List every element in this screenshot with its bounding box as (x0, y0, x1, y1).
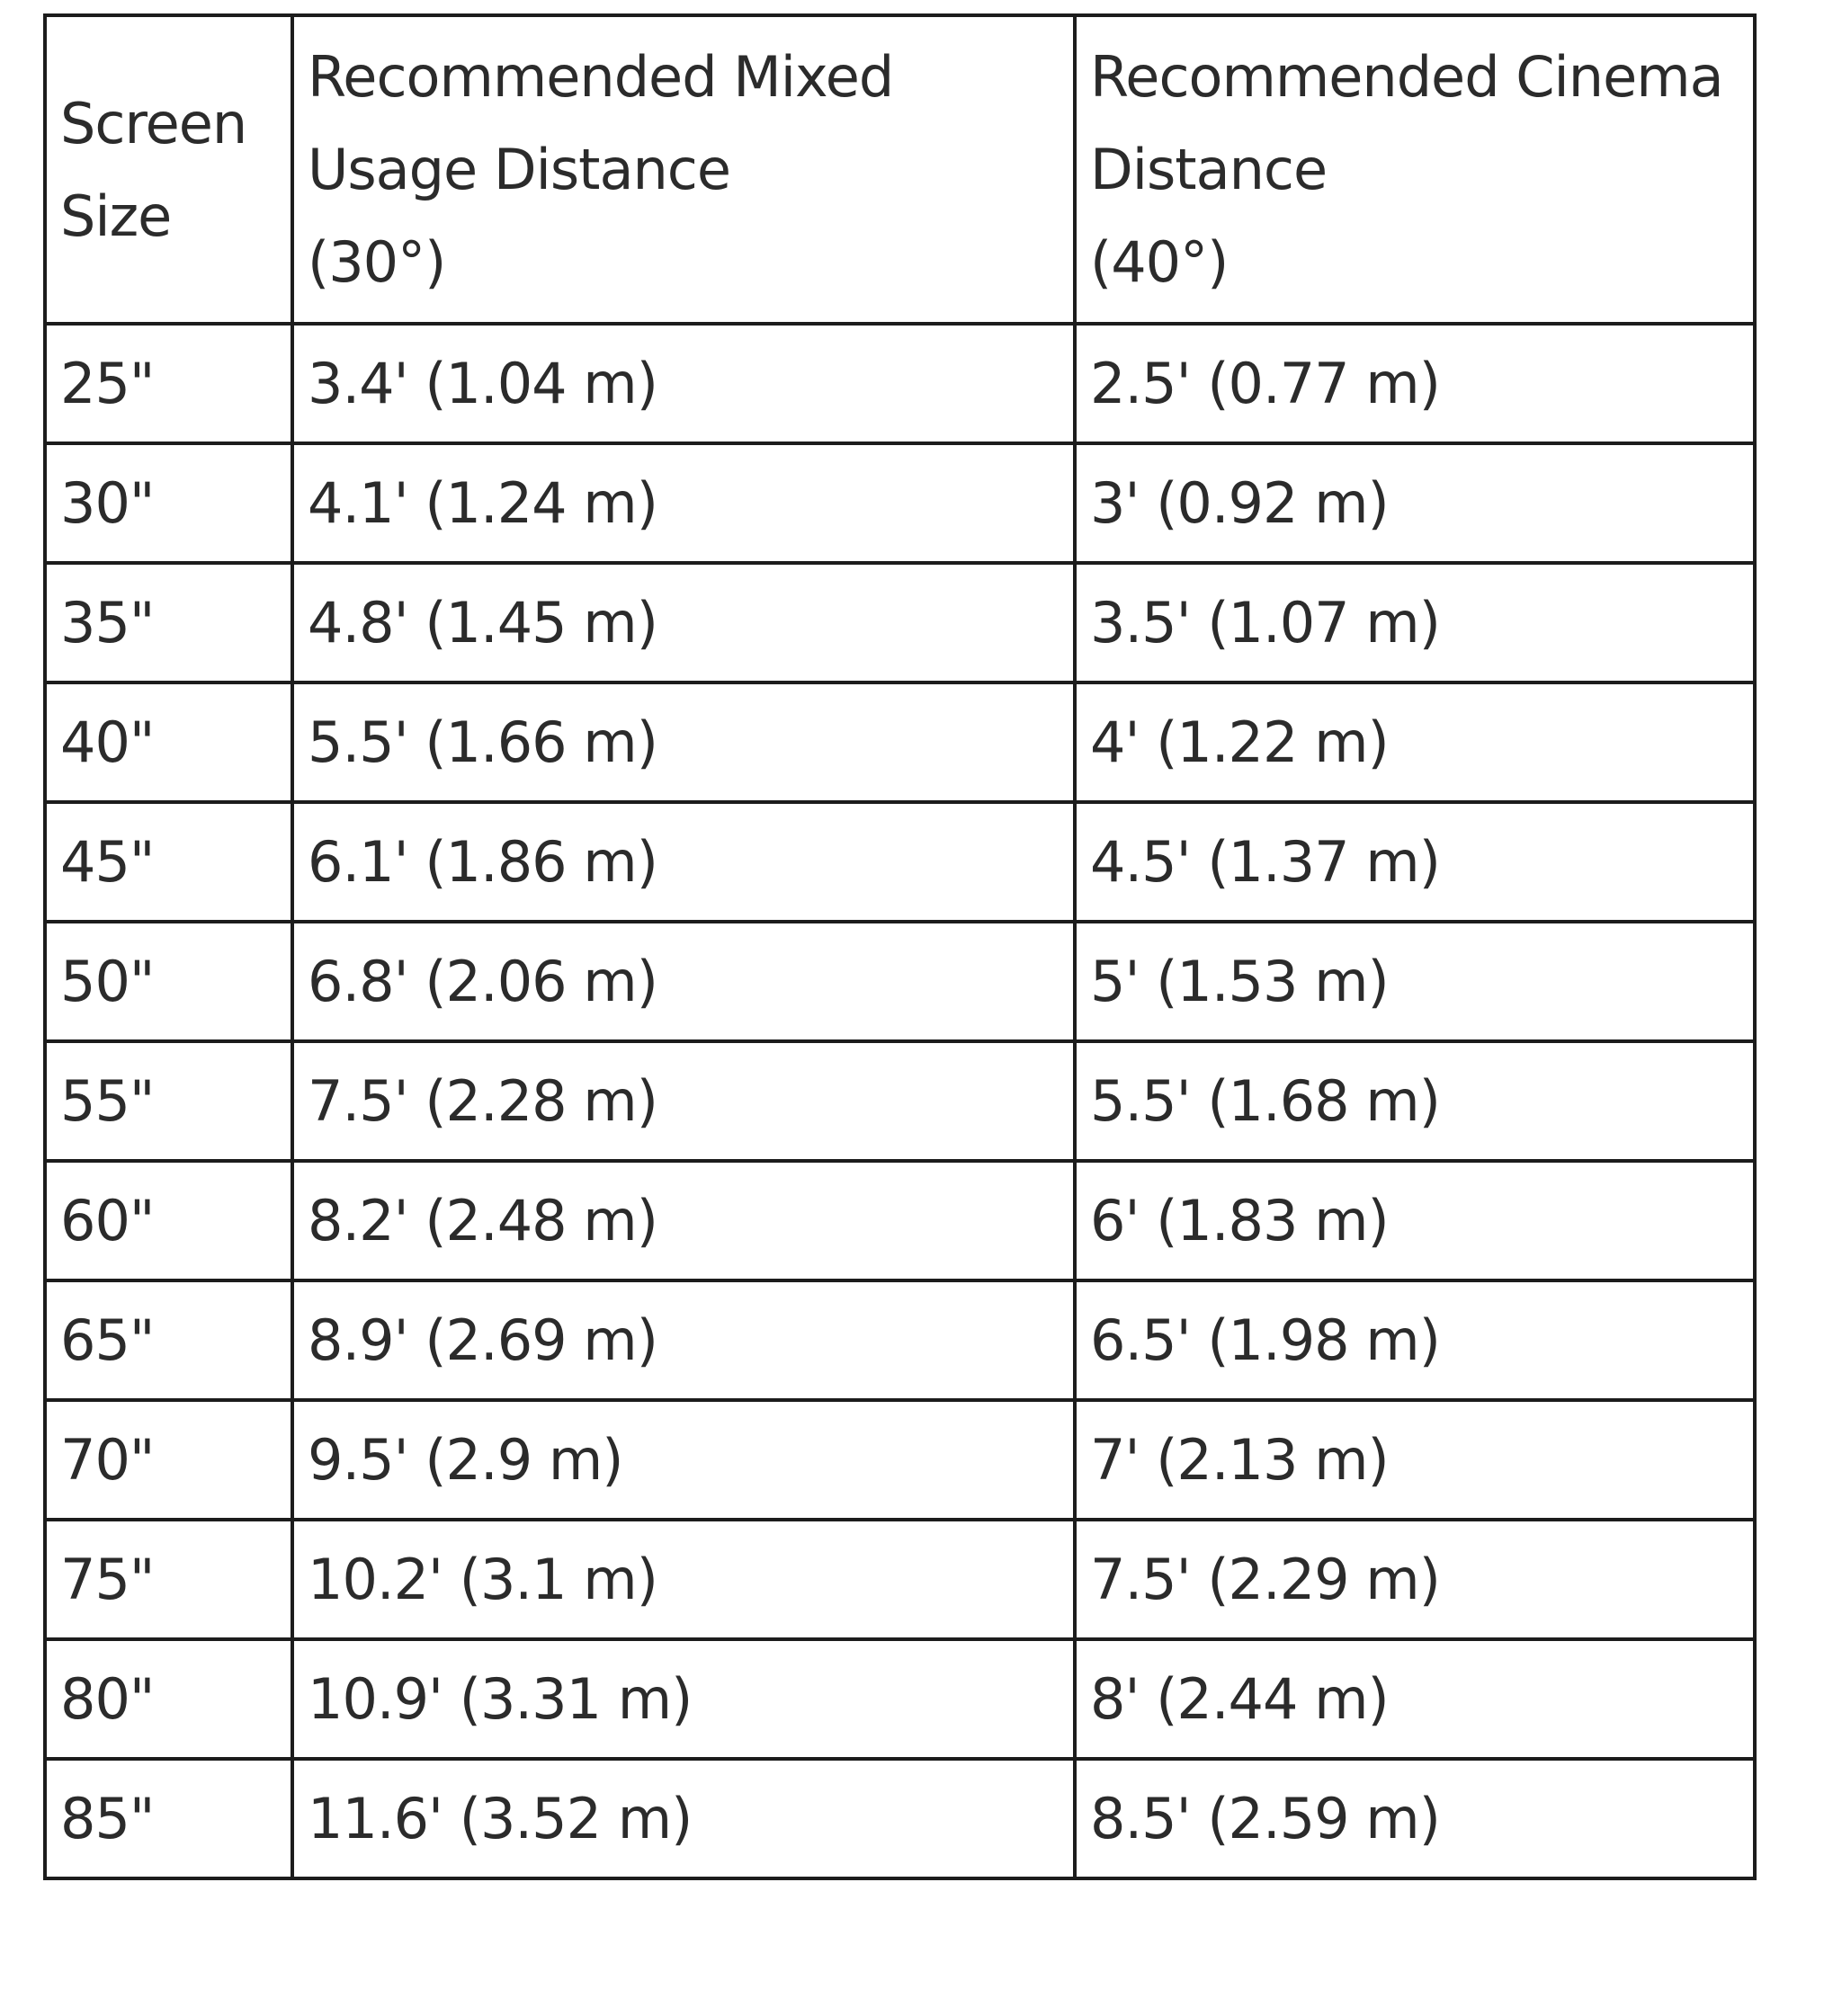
cell-screen-size: 45" (45, 802, 292, 922)
cell-cinema-distance: 8.5' (2.59 m) (1075, 1759, 1755, 1878)
cell-mixed-usage-distance: 4.1' (1.24 m) (292, 443, 1075, 563)
header-mixed-usage-line-1: Recommended Mixed (308, 44, 894, 110)
header-screen-size-line-2: Size (60, 183, 172, 249)
header-screen-size (45, 15, 292, 324)
cell-mixed-usage-distance: 8.2' (2.48 m) (292, 1161, 1075, 1280)
cell-cinema-distance: 6.5' (1.98 m) (1075, 1280, 1755, 1400)
cell-screen-size: 30" (45, 443, 292, 563)
cell-mixed-usage-distance: 6.1' (1.86 m) (292, 802, 1075, 922)
cell-mixed-usage-distance: 10.9' (3.31 m) (292, 1639, 1075, 1759)
table-row (45, 1520, 1755, 1639)
viewing-distance-table (43, 13, 1757, 1880)
cell-mixed-usage-distance: 7.5' (2.28 m) (292, 1041, 1075, 1161)
cell-mixed-usage-distance: 11.6' (3.52 m) (292, 1759, 1075, 1878)
cell-screen-size: 70" (45, 1400, 292, 1520)
cell-cinema-distance: 7' (2.13 m) (1075, 1400, 1755, 1520)
table-row (45, 1400, 1755, 1520)
header-cinema-line-3: (40°) (1090, 229, 1229, 295)
cell-screen-size: 75" (45, 1520, 292, 1639)
cell-mixed-usage-distance: 8.9' (2.69 m) (292, 1280, 1075, 1400)
header-cinema-distance (1075, 15, 1755, 324)
table-row (45, 1759, 1755, 1878)
cell-mixed-usage-distance: 9.5' (2.9 m) (292, 1400, 1075, 1520)
table-row (45, 443, 1755, 563)
header-screen-size-line-1: Screen (60, 90, 247, 156)
cell-screen-size: 80" (45, 1639, 292, 1759)
cell-screen-size: 50" (45, 922, 292, 1041)
table-row (45, 1161, 1755, 1280)
cell-cinema-distance: 8' (2.44 m) (1075, 1639, 1755, 1759)
cell-mixed-usage-distance: 10.2' (3.1 m) (292, 1520, 1075, 1639)
table-row (45, 922, 1755, 1041)
cell-screen-size: 85" (45, 1759, 292, 1878)
cell-cinema-distance: 2.5' (0.77 m) (1075, 324, 1755, 443)
table-row (45, 563, 1755, 682)
cell-cinema-distance: 4.5' (1.37 m) (1075, 802, 1755, 922)
cell-screen-size: 35" (45, 563, 292, 682)
cell-cinema-distance: 7.5' (2.29 m) (1075, 1520, 1755, 1639)
cell-cinema-distance: 3.5' (1.07 m) (1075, 563, 1755, 682)
cell-mixed-usage-distance: 4.8' (1.45 m) (292, 563, 1075, 682)
cell-screen-size: 25" (45, 324, 292, 443)
cell-cinema-distance: 3' (0.92 m) (1075, 443, 1755, 563)
table-row (45, 682, 1755, 802)
header-cinema-line-1: Recommended Cinema (1090, 44, 1723, 110)
cell-screen-size: 55" (45, 1041, 292, 1161)
cell-screen-size: 40" (45, 682, 292, 802)
cell-screen-size: 65" (45, 1280, 292, 1400)
cell-mixed-usage-distance: 6.8' (2.06 m) (292, 922, 1075, 1041)
table-body (45, 324, 1755, 1878)
table-row (45, 802, 1755, 922)
table-row (45, 1041, 1755, 1161)
header-cinema-line-2: Distance (1090, 137, 1328, 202)
header-mixed-usage-distance (292, 15, 1075, 324)
header-row (45, 15, 1755, 324)
cell-cinema-distance: 5.5' (1.68 m) (1075, 1041, 1755, 1161)
cell-mixed-usage-distance: 5.5' (1.66 m) (292, 682, 1075, 802)
cell-mixed-usage-distance: 3.4' (1.04 m) (292, 324, 1075, 443)
cell-cinema-distance: 6' (1.83 m) (1075, 1161, 1755, 1280)
header-mixed-usage-line-2: Usage Distance (308, 137, 730, 202)
header-mixed-usage-line-3: (30°) (308, 229, 446, 295)
table-row (45, 1280, 1755, 1400)
cell-cinema-distance: 4' (1.22 m) (1075, 682, 1755, 802)
table-row (45, 324, 1755, 443)
cell-screen-size: 60" (45, 1161, 292, 1280)
table-row (45, 1639, 1755, 1759)
table-header (45, 15, 1755, 324)
cell-cinema-distance: 5' (1.53 m) (1075, 922, 1755, 1041)
